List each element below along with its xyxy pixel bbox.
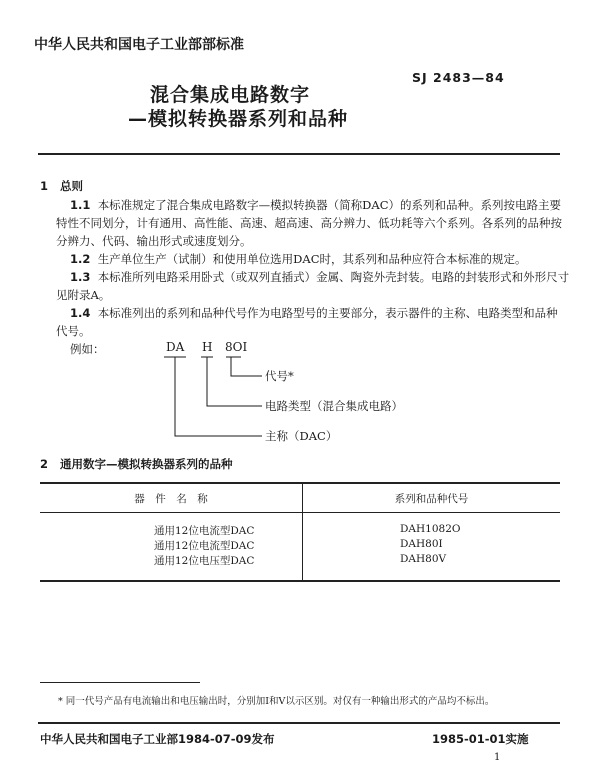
cell-device-name: 通用12位电流型DAC: [154, 540, 255, 552]
table-top-rule: [40, 482, 560, 484]
clause-number: 1.4: [70, 306, 91, 320]
footnote: * 同一代号产品有电流输出和电压输出时，分别加I和V以示区别。对仅有一种输出形式的产品均不标出。: [58, 696, 495, 707]
footer-rule: [38, 722, 560, 724]
designation-part-code: 8OI: [225, 340, 248, 354]
clause-text: 本标准规定了混合集成电路数字—模拟转换器（简称DAC）的系列和品种。系列按电路主要: [97, 198, 562, 212]
section-2-heading: [40, 456, 233, 472]
diagram-label-main: 主称（DAC）: [265, 429, 338, 443]
cell-code: DAH80I: [400, 538, 443, 550]
clause-text: 本标准所列电路采用卧式（或双列直插式）金属、陶瓷外壳封装。电路的封装形式和外形尺寸: [97, 270, 570, 284]
standard-code: SJ 2483—84: [412, 70, 505, 85]
section-title: 通用数字—模拟转换器系列的品种: [60, 457, 233, 471]
cell-device-name: 通用12位电压型DAC: [154, 555, 255, 567]
designation-part-da: DA: [166, 340, 185, 354]
table-header-rule: [40, 512, 560, 513]
page-number: 1: [494, 752, 501, 763]
table-bottom-rule: [40, 580, 560, 582]
clause-text: 本标准列出的系列和品种代号作为电路型号的主要部分，表示器件的主称、电路类型和品种: [97, 306, 558, 320]
effective-date: 1985-01-01实施: [432, 732, 529, 746]
section-title: 总则: [60, 179, 84, 193]
cell-code: DAH1082O: [400, 523, 461, 535]
issued-date: 中华人民共和国电子工业部1984-07-09发布: [40, 732, 275, 746]
variants-table: [40, 482, 560, 582]
leader-type: [207, 357, 262, 406]
leader-code: [231, 357, 262, 376]
clause-number: 1.3: [70, 270, 91, 284]
issuing-authority: 中华人民共和国电子工业部部标准: [34, 37, 244, 53]
clause-1-3-line-2: 见附录A。: [56, 288, 111, 302]
column-header-code: 系列和品种代号: [394, 493, 469, 505]
title-line-2: —模拟转换器系列和品种: [128, 108, 349, 130]
leader-main: [175, 357, 262, 436]
title-line-1: 混合集成电路数字: [150, 84, 311, 106]
footnote-rule: [40, 682, 200, 683]
section-number: 1: [40, 179, 49, 193]
clause-text: 生产单位生产（试制）和使用单位选用DAC时，其系列和品种应符合本标准的规定。: [97, 252, 527, 266]
section-number: 2: [40, 457, 49, 471]
designation-part-h: H: [202, 340, 213, 354]
diagram-label-code: 代号*: [265, 369, 294, 383]
cell-code: DAH80V: [400, 553, 447, 565]
cell-device-name: 通用12位电流型DAC: [154, 525, 255, 537]
column-header-device-name: 器 件 名 称: [134, 493, 208, 505]
clause-number: 1.1: [70, 198, 91, 212]
clause-number: 1.2: [70, 252, 91, 266]
diagram-label-type: 电路类型（混合集成电路）: [265, 399, 403, 413]
example-label: 例如：: [70, 342, 105, 356]
clause-1-4-line-2: 代号。: [56, 324, 91, 338]
clause-1-1-line-2: 特性不同划分，计有通用、高性能、高速、超高速、高分辨力、低功耗等六个系列。各系列的品种按: [56, 216, 562, 230]
clause-1-1-line-3: 分辨力、代码、输出形式或速度划分。: [56, 234, 252, 248]
